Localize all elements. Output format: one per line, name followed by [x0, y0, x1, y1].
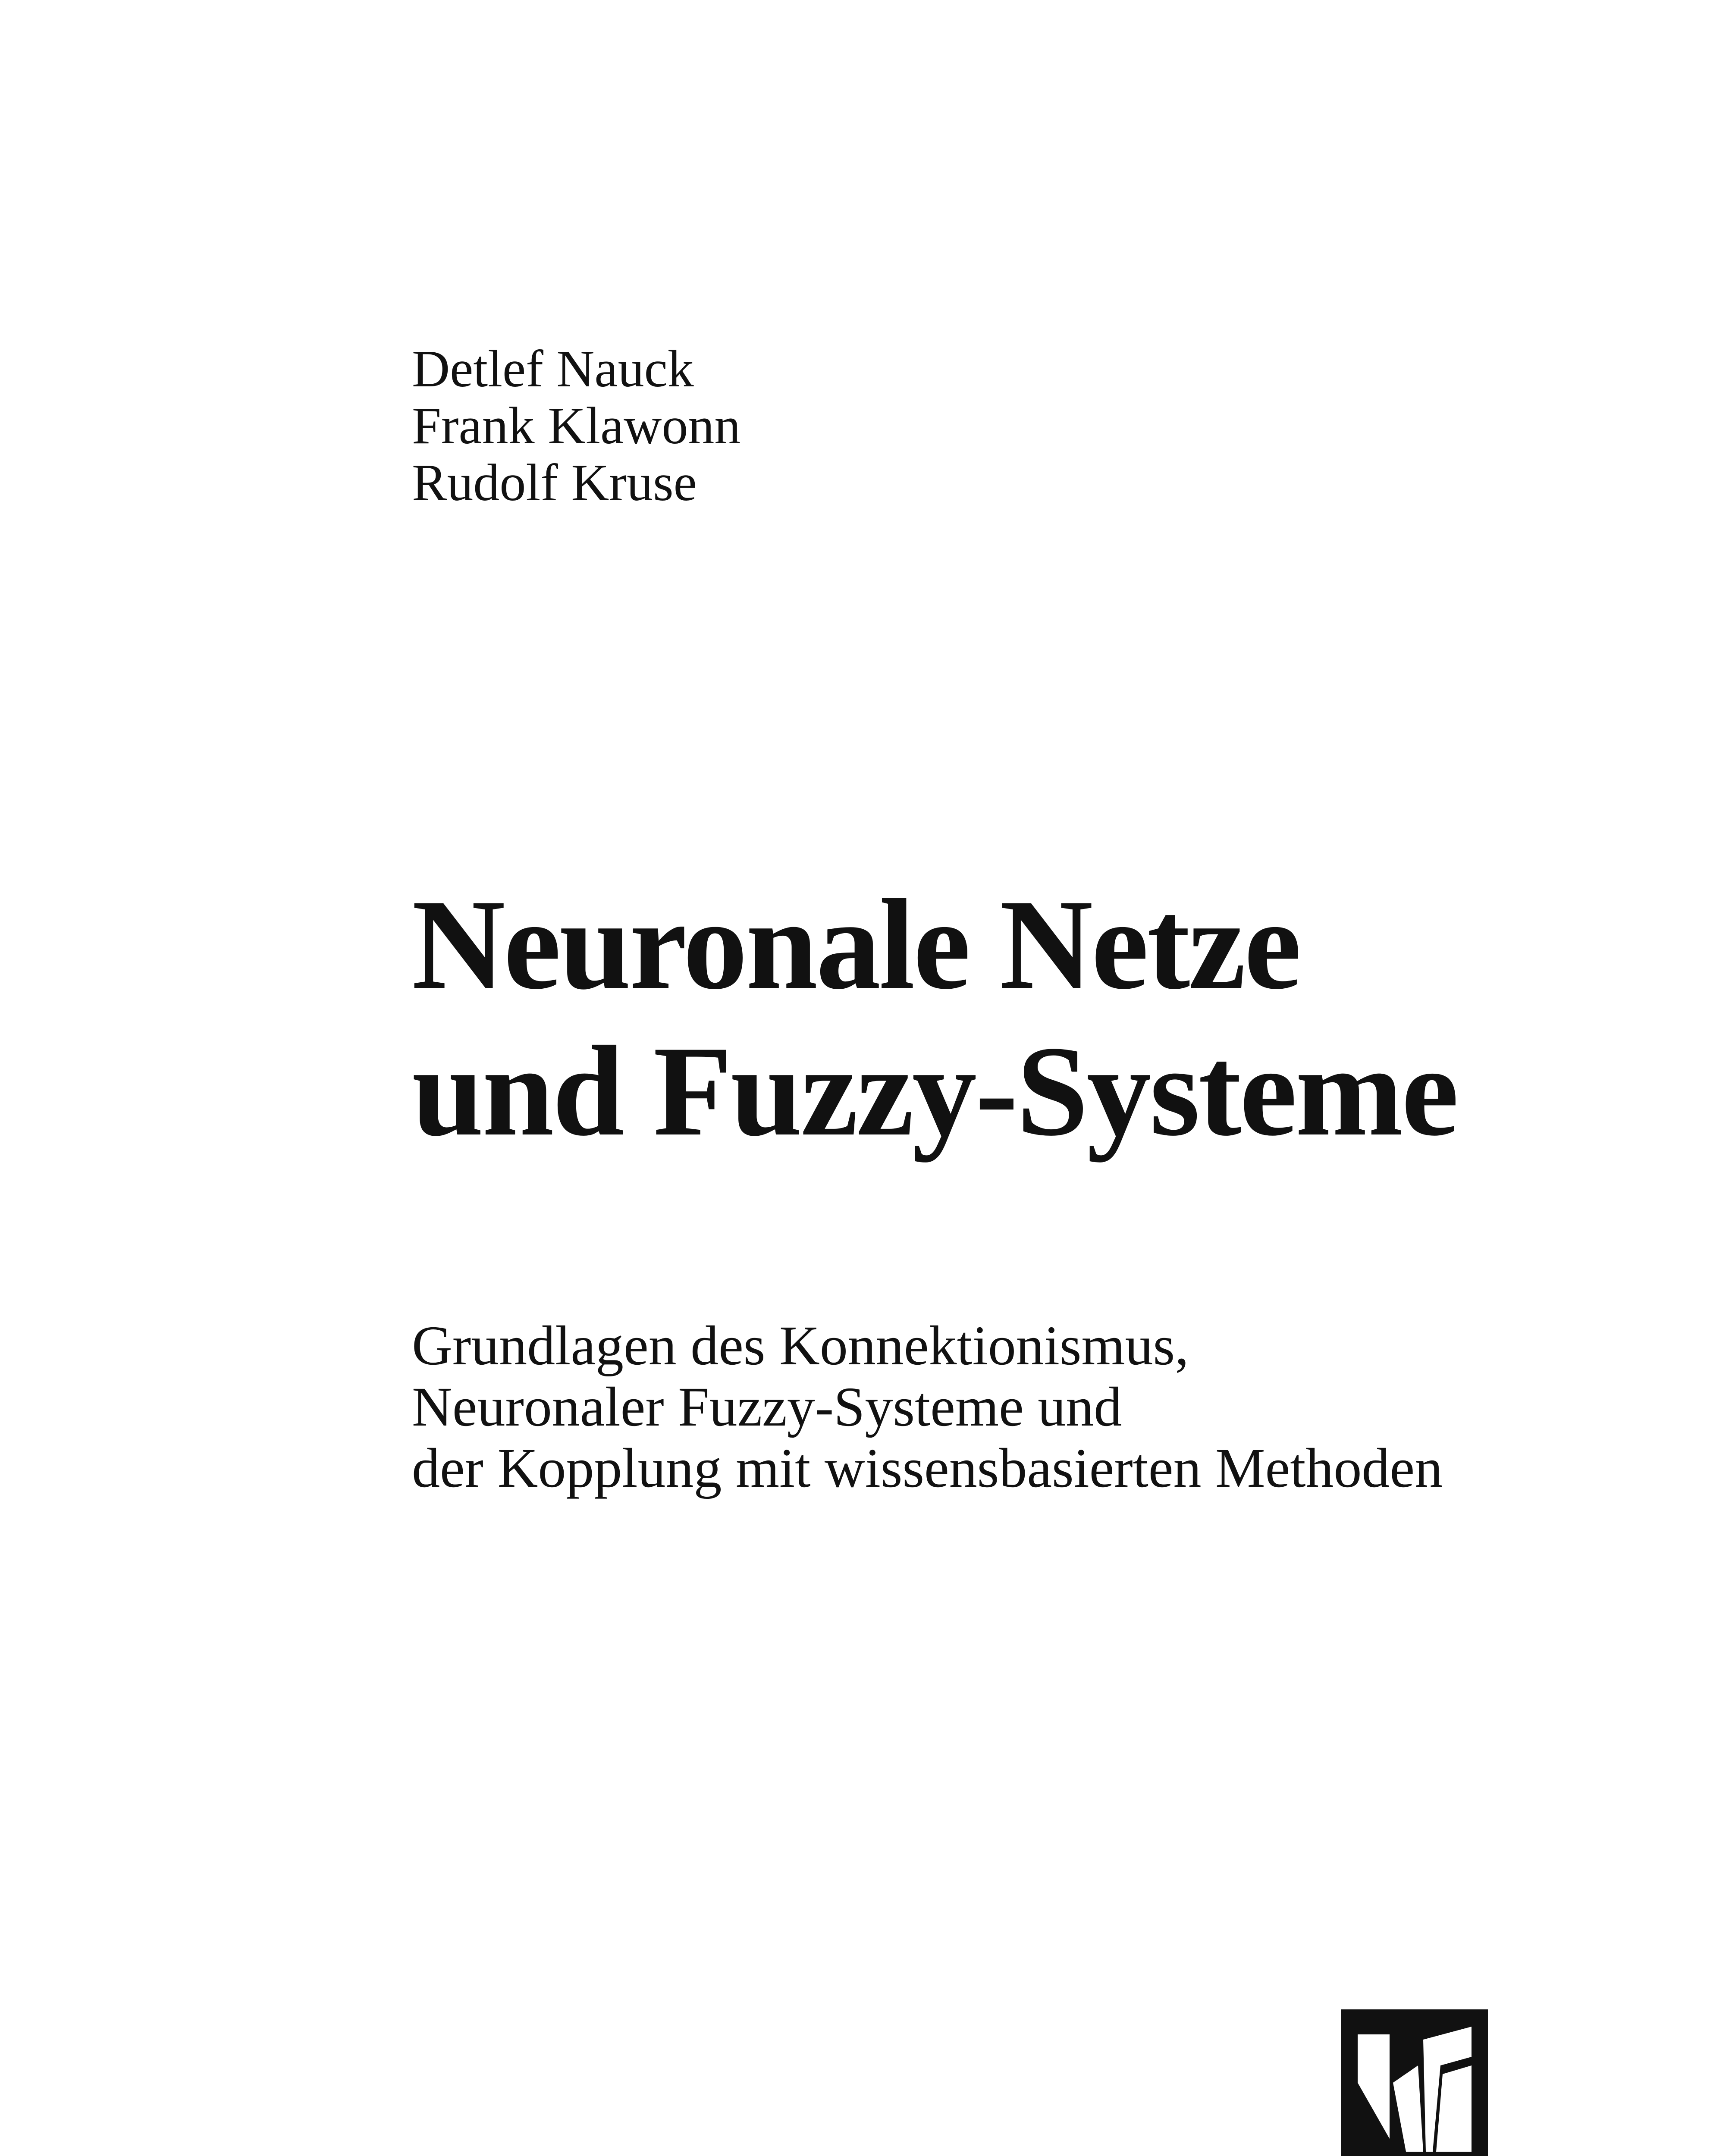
vieweg-logo-icon — [1341, 2009, 1488, 2156]
author-list — [412, 341, 740, 511]
book-subtitle-line: Neuronaler Fuzzy-Systeme und — [412, 1376, 1122, 1438]
book-title-line: und Fuzzy-Systeme — [412, 1019, 1457, 1163]
book-subtitle-line: der Kopplung mit wissensbasierten Methoden — [412, 1437, 1443, 1499]
author-name: Detlef Nauck — [412, 340, 694, 398]
book-subtitle-line: Grundlagen des Konnektionismus, — [412, 1315, 1189, 1377]
book-subtitle — [412, 1315, 1443, 1499]
publisher-logo — [1341, 2009, 1488, 2156]
book-title — [412, 871, 1457, 1164]
author-name: Rudolf Kruse — [412, 454, 697, 512]
book-title-line: Neuronale Netze — [412, 873, 1300, 1016]
author-name: Frank Klawonn — [412, 397, 741, 455]
